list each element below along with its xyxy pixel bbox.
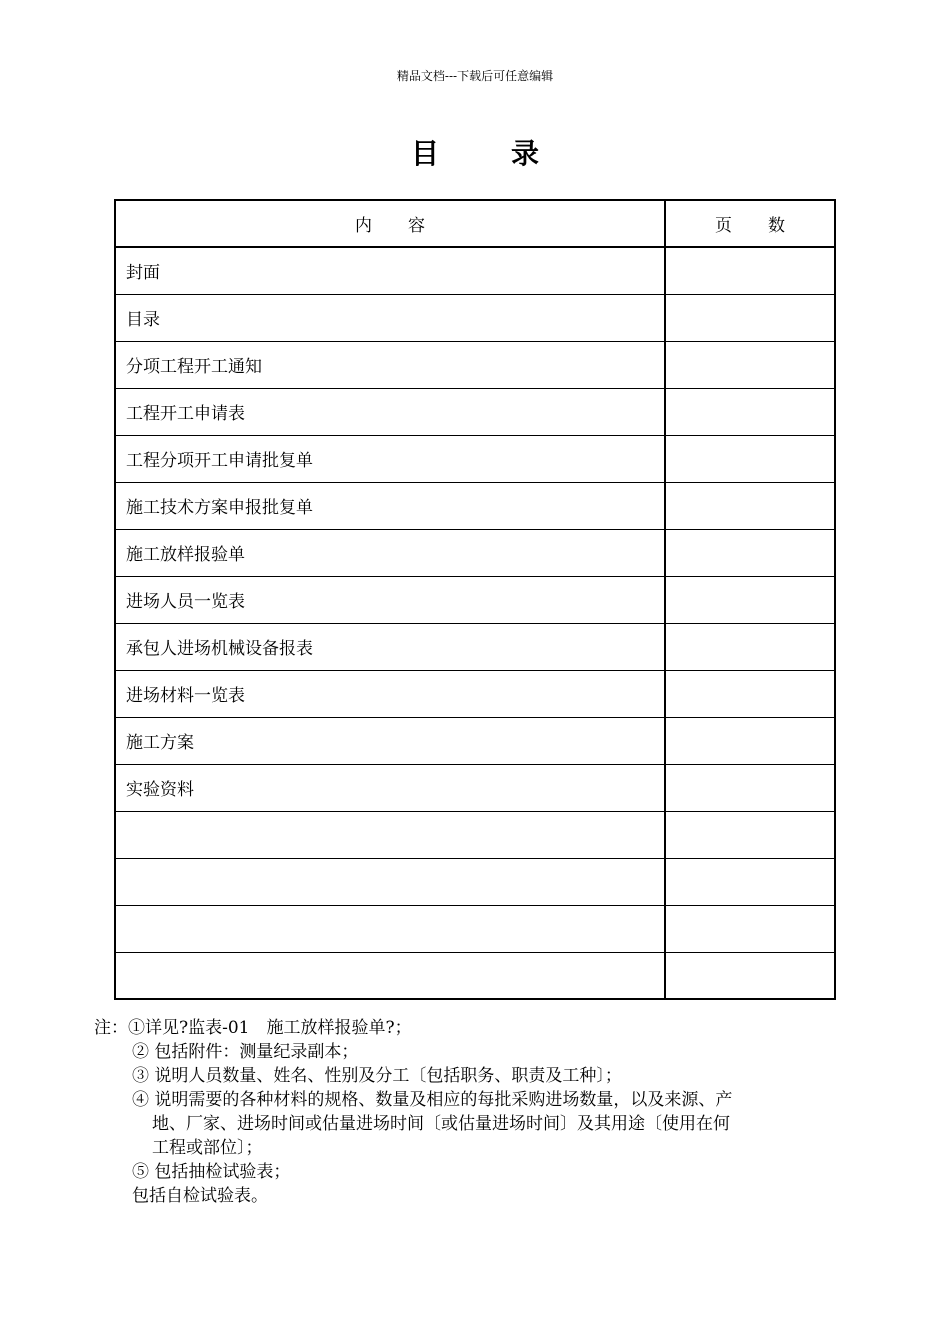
toc-body — [115, 247, 835, 999]
title-char-1: 目 — [410, 137, 439, 170]
row-content-cell: 施工方案 — [115, 717, 665, 764]
row-page-cell — [665, 717, 835, 764]
content-header-char-2: 容 — [408, 216, 425, 236]
table-row — [115, 435, 835, 482]
row-content-cell: 工程开工申请表 — [115, 388, 665, 435]
row-content-cell: 实验资料 — [115, 764, 665, 811]
table-row — [115, 482, 835, 529]
table-row — [115, 764, 835, 811]
table-row — [115, 905, 835, 952]
note-1 — [94, 1016, 824, 1040]
page-column-header — [665, 200, 835, 247]
row-page-cell — [665, 858, 835, 905]
table-row — [115, 247, 835, 294]
row-content-cell — [115, 905, 665, 952]
row-content-cell: 分项工程开工通知 — [115, 341, 665, 388]
table-row — [115, 717, 835, 764]
table-row — [115, 670, 835, 717]
notes-section — [94, 1016, 824, 1208]
table-row — [115, 294, 835, 341]
table-row — [115, 576, 835, 623]
row-content-cell — [115, 858, 665, 905]
table-row — [115, 858, 835, 905]
table-row — [115, 388, 835, 435]
title-char-2: 录 — [511, 137, 540, 170]
row-page-cell — [665, 764, 835, 811]
row-page-cell — [665, 905, 835, 952]
table-row — [115, 623, 835, 670]
header-note: 精品文档---下载后可任意编辑 — [396, 69, 554, 83]
note-4-line-3: 工程或部位〕； — [152, 1138, 263, 1158]
table-row — [115, 811, 835, 858]
row-page-cell — [665, 482, 835, 529]
note-5: ⑤ 包括抽检试验表； — [132, 1162, 291, 1182]
row-page-cell — [665, 247, 835, 294]
row-content-cell: 进场材料一览表 — [115, 670, 665, 717]
row-page-cell — [665, 670, 835, 717]
note-3: ③ 说明人员数量、姓名、性别及分工〔包括职务、职责及工种〕； — [132, 1066, 622, 1086]
table-header-row — [115, 200, 835, 247]
table-row — [115, 529, 835, 576]
note-4-line-1: ④ 说明需要的各种材料的规格、数量及相应的每批采购进场数量，以及来源、产 — [132, 1090, 733, 1110]
row-page-cell — [665, 952, 835, 999]
row-page-cell — [665, 341, 835, 388]
row-page-cell — [665, 529, 835, 576]
row-content-cell: 进场人员一览表 — [115, 576, 665, 623]
table-row — [115, 341, 835, 388]
row-content-cell — [115, 811, 665, 858]
notes-prefix: 注： — [94, 1018, 128, 1038]
content-column-header — [115, 200, 665, 247]
row-page-cell — [665, 435, 835, 482]
note-2: ② 包括附件：测量纪录副本； — [132, 1042, 359, 1062]
note-1-text: ①详见?监表-01 施工放样报验单?； — [128, 1018, 412, 1038]
row-content-cell: 工程分项开工申请批复单 — [115, 435, 665, 482]
row-page-cell — [665, 388, 835, 435]
row-page-cell — [665, 811, 835, 858]
page-header-char-1: 页 — [715, 216, 732, 236]
row-content-cell: 施工技术方案申报批复单 — [115, 482, 665, 529]
row-page-cell — [665, 623, 835, 670]
table-row — [115, 952, 835, 999]
note-4-line-2: 地、厂家、进场时间或估量进场时间〔或估量进场时间〕及其用途〔使用在何 — [152, 1114, 730, 1134]
content-header-char-1: 内 — [355, 216, 372, 236]
page-header-char-2: 数 — [768, 216, 785, 236]
toc-table — [114, 199, 836, 1000]
note-6: 包括自检试验表。 — [132, 1186, 268, 1206]
row-content-cell: 封面 — [115, 247, 665, 294]
row-page-cell — [665, 294, 835, 341]
row-content-cell: 施工放样报验单 — [115, 529, 665, 576]
row-content-cell: 目录 — [115, 294, 665, 341]
page-title — [0, 132, 950, 172]
row-content-cell — [115, 952, 665, 999]
row-page-cell — [665, 576, 835, 623]
row-content-cell: 承包人进场机械设备报表 — [115, 623, 665, 670]
